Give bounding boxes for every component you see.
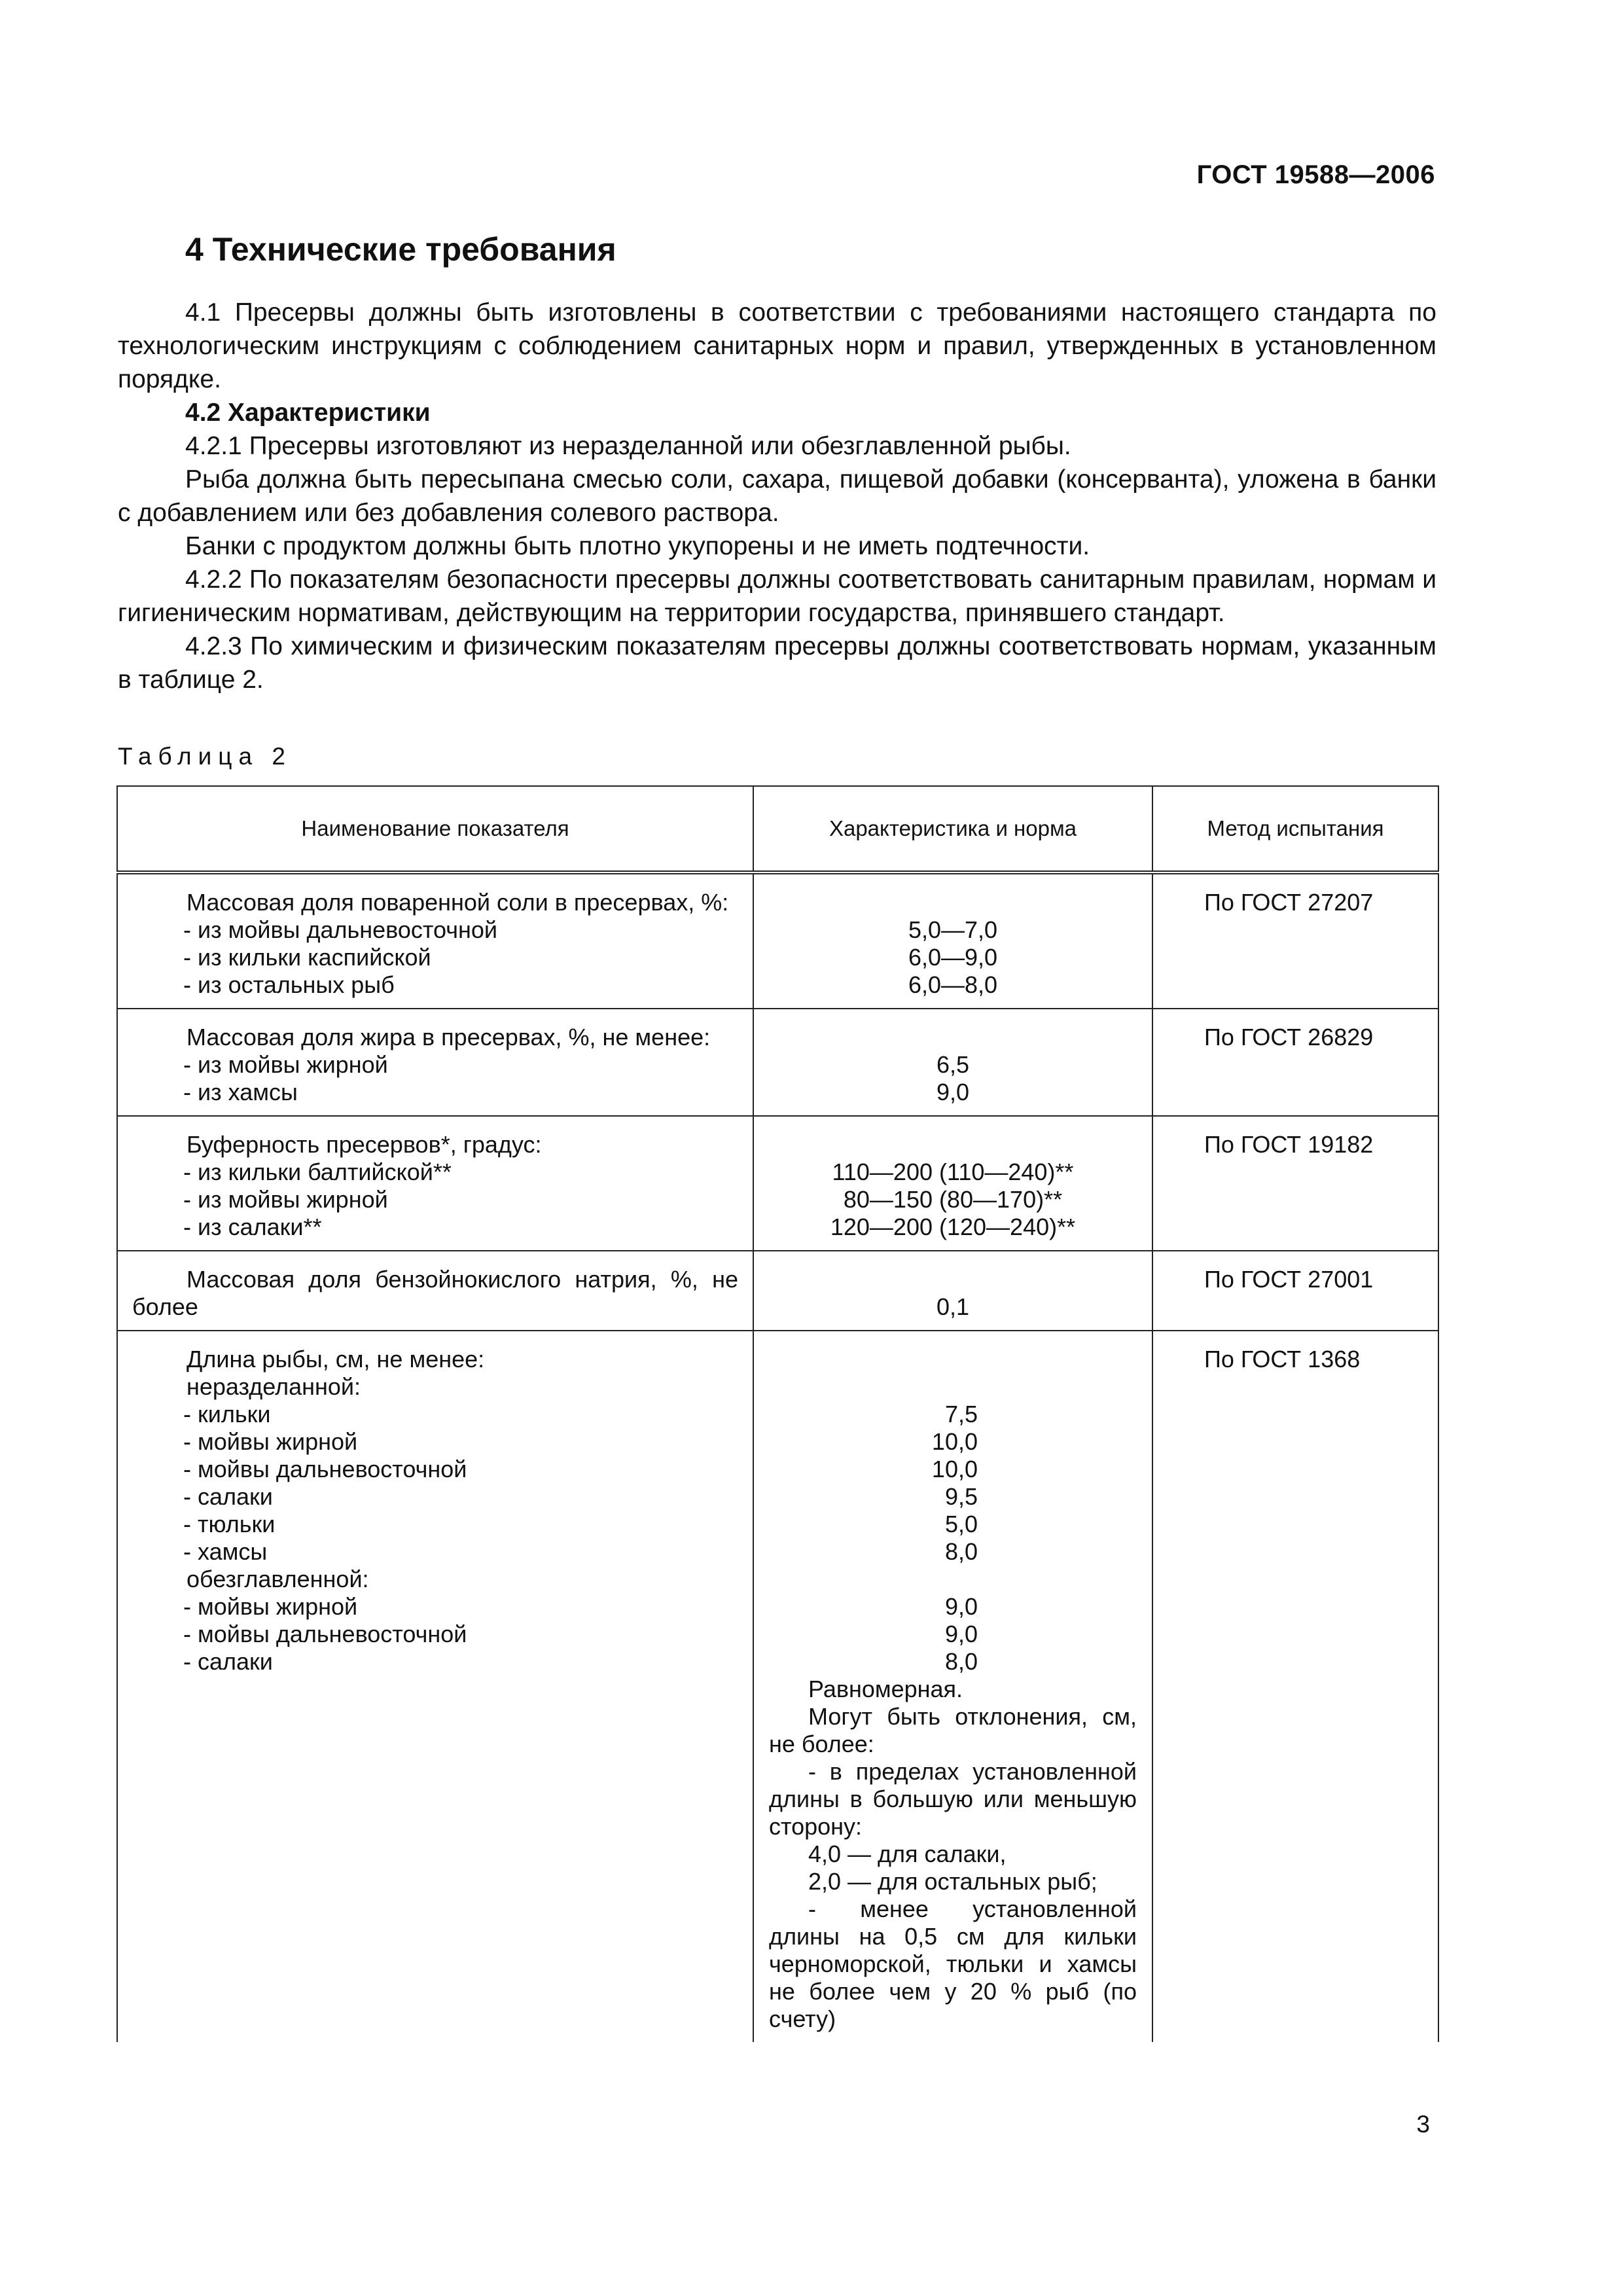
indicator-item: - тюльки bbox=[183, 1511, 276, 1537]
table-caption: Таблица 2 bbox=[118, 743, 292, 770]
norm-value: 80—150 (80—170)** bbox=[843, 1186, 1063, 1213]
norm-value: 120—200 (120—240)** bbox=[830, 1213, 1076, 1240]
norm-value: 9,0 bbox=[944, 1593, 978, 1620]
indicator-item: - мойвы дальневосточной bbox=[183, 1621, 467, 1647]
note-line: 2,0 — для остальных рыб; bbox=[808, 1868, 1097, 1895]
norm-cell bbox=[753, 1116, 1152, 1251]
norm-value: 10,0 bbox=[931, 1428, 978, 1455]
norm-value: 7,5 bbox=[944, 1401, 978, 1427]
indicator-cell bbox=[117, 1009, 753, 1116]
indicator-item: - из салаки** bbox=[183, 1213, 322, 1240]
indicator-group-title: неразделанной: bbox=[187, 1373, 361, 1400]
norm-value: 110—200 (110—240)** bbox=[832, 1158, 1074, 1185]
table-row bbox=[117, 1251, 1438, 1331]
header-characteristic-norm: Характеристика и норма bbox=[753, 786, 1152, 872]
header-test-method: Метод испытания bbox=[1152, 786, 1438, 872]
indicator-item: - салаки bbox=[183, 1483, 273, 1510]
indicator-item: - мойвы жирной bbox=[183, 1593, 358, 1620]
indicator-item: - из мойвы жирной bbox=[183, 1186, 388, 1213]
table-header-row bbox=[117, 786, 1438, 872]
table-row bbox=[117, 872, 1438, 1009]
method-cell: По ГОСТ 27207 bbox=[1152, 872, 1438, 1009]
indicator-item: - мойвы жирной bbox=[183, 1428, 358, 1455]
norm-value: 6,0—9,0 bbox=[908, 944, 998, 971]
indicator-name: Буферность пресервов*, градус: bbox=[187, 1131, 542, 1158]
indicator-cell bbox=[117, 1251, 753, 1331]
paragraph-4-1: 4.1 Пресервы должны быть изготовлены в соответствии с требованиями настоящего стандарта по технологическим инструкциям с соблюдением санитарных норм и правил, утвержденных в установленном порядке. bbox=[118, 298, 1436, 393]
method-cell: По ГОСТ 19182 bbox=[1152, 1116, 1438, 1251]
norm-value: 10,0 bbox=[931, 1456, 978, 1482]
norm-value: 6,5 bbox=[936, 1051, 970, 1078]
indicator-cell bbox=[117, 1331, 753, 2042]
note-line: - менее установленной длины на 0,5 см для кильки черноморской, тюльки и хамсы не более чем у 20 % рыб (по счету) bbox=[769, 1895, 1137, 2032]
norm-value: 8,0 bbox=[944, 1538, 978, 1565]
paragraph-4-2-1: 4.2.1 Пресервы изготовляют из неразделанной или обезглавленной рыбы. bbox=[185, 432, 1071, 460]
section-title: 4 Технические требования bbox=[185, 231, 616, 268]
norm-cell bbox=[753, 1009, 1152, 1116]
indicator-item: - из кильки каспийской bbox=[183, 944, 431, 971]
norm-value: 5,0—7,0 bbox=[908, 916, 998, 943]
subsection-title-4-2: 4.2 Характеристики bbox=[185, 399, 431, 427]
norm-cell bbox=[753, 1251, 1152, 1331]
table-row bbox=[117, 1009, 1438, 1116]
norm-value: 9,0 bbox=[936, 1079, 970, 1105]
table-container bbox=[116, 785, 1438, 2042]
indicator-item: - из мойвы дальневосточной bbox=[183, 916, 498, 943]
indicator-item: - хамсы bbox=[183, 1538, 268, 1565]
norm-value: 8,0 bbox=[944, 1648, 978, 1675]
method-cell: По ГОСТ 27001 bbox=[1152, 1251, 1438, 1331]
note-line: - в пределах установленной длины в большую или меньшую сторону: bbox=[769, 1758, 1137, 1840]
header-indicator-name: Наименование показателя bbox=[117, 786, 753, 872]
norm-value: 6,0—8,0 bbox=[908, 971, 998, 998]
paragraph-4-2-3: 4.2.3 По химическим и физическим показателям пресервы должны соответствовать нормам, указанным в таблице 2. bbox=[118, 632, 1436, 694]
indicator-item: - кильки bbox=[183, 1401, 271, 1427]
norm-value: 0,1 bbox=[936, 1293, 970, 1320]
indicator-group-title: обезглавленной: bbox=[187, 1566, 369, 1592]
paragraph-4-2-2: 4.2.2 По показателям безопасности пресервы должны соответствовать санитарным правилам, нормам и гигиеническим нормативам, действующим на территории государства, принявшего стандарт. bbox=[118, 565, 1436, 627]
norm-cell bbox=[753, 872, 1152, 1009]
note-line: 4,0 — для салаки, bbox=[808, 1840, 1007, 1867]
indicator-item: - из остальных рыб bbox=[183, 971, 395, 998]
indicator-item: - из мойвы жирной bbox=[183, 1051, 388, 1078]
indicator-item: - салаки bbox=[183, 1648, 273, 1675]
indicator-item: - из кильки балтийской** bbox=[183, 1158, 452, 1185]
indicator-name: Длина рыбы, см, не менее: bbox=[187, 1346, 485, 1372]
indicator-name: Массовая доля поваренной соли в пресервах, %: bbox=[187, 889, 729, 916]
indicator-item: - из хамсы bbox=[183, 1079, 298, 1105]
table-row bbox=[117, 1331, 1438, 2042]
paragraph-cans: Банки с продуктом должны быть плотно укупорены и не иметь подтечности. bbox=[185, 532, 1090, 560]
indicator-item: - мойвы дальневосточной bbox=[183, 1456, 467, 1482]
paragraph-fish: Рыба должна быть пересыпана смесью соли, сахара, пищевой добавки (консерванта), уложена в банки с добавлением или без добавления солевого раствора. bbox=[118, 465, 1436, 527]
indicator-cell bbox=[117, 1116, 753, 1251]
section-body bbox=[118, 296, 1436, 696]
table-row bbox=[117, 1116, 1438, 1251]
norm-cell bbox=[753, 1331, 1152, 2042]
note-line: Равномерная. bbox=[808, 1676, 963, 1702]
requirements-table bbox=[116, 785, 1439, 2042]
norm-value: 9,0 bbox=[944, 1621, 978, 1647]
indicator-name: Массовая доля жира в пресервах, %, не менее: bbox=[187, 1024, 711, 1050]
note-line: Могут быть отклонения, см, не более: bbox=[769, 1703, 1137, 1757]
indicator-name: Массовая доля бензойнокислого натрия, %, не более bbox=[132, 1266, 738, 1320]
method-cell: По ГОСТ 26829 bbox=[1152, 1009, 1438, 1116]
norm-value: 9,5 bbox=[944, 1483, 978, 1510]
length-deviation-note bbox=[755, 1676, 1151, 2033]
indicator-cell bbox=[117, 872, 753, 1009]
document-code: ГОСТ 19588—2006 bbox=[1196, 160, 1435, 189]
page-number: 3 bbox=[1416, 2111, 1430, 2138]
norm-value: 5,0 bbox=[944, 1511, 978, 1537]
method-cell: По ГОСТ 1368 bbox=[1152, 1331, 1438, 2042]
